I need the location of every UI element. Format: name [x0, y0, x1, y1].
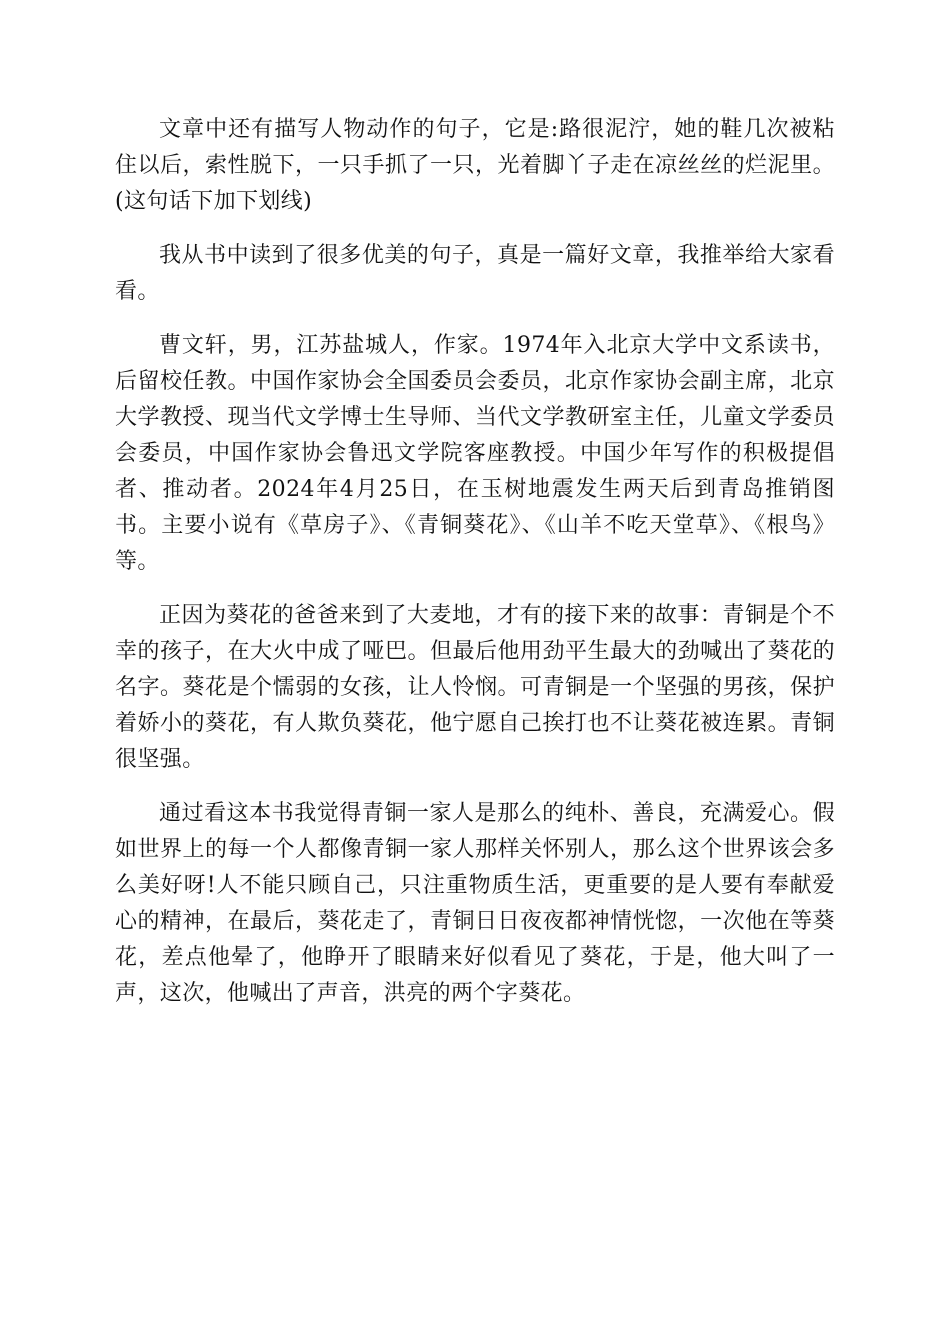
paragraph-reflection: 通过看这本书我觉得青铜一家人是那么的纯朴、善良，充满爱心。假如世界上的每一个人都像青铜一家人那样关怀别人，那么这个世界该会多么美好呀!人不能只顾自己，只注重物质生活，更重要的是人要有奉献爱心的精神，在最后，葵花走了，青铜日日夜夜都神情恍惚，一次他在等葵花，差点他晕了，他睁开了眼睛来好似看见了葵花，于是，他大叫了一声，这次，他喊出了声音，洪亮的两个字葵花。: [115, 801, 835, 1006]
document-body: [115, 112, 835, 1030]
paragraph-story-summary: 正因为葵花的爸爸来到了大麦地，才有的接下来的故事：青铜是个不幸的孩子，在大火中成了哑巴。但最后他用劲平生最大的劲喊出了葵花的名字。葵花是个懦弱的女孩，让人怜悯。可青铜是一个坚强的男孩，保护着娇小的葵花，有人欺负葵花，他宁愿自己挨打也不让葵花被连累。青铜很坚强。: [115, 603, 835, 772]
paragraph-dialogue-quote: 文章中还有描写人物动作的句子，它是:路很泥泞，她的鞋几次被粘住以后，索性脱下，一只手抓了一只，光着脚丫子走在凉丝丝的烂泥里。(这句话下加下划线): [115, 117, 835, 214]
paragraph-author-bio: 曹文轩，男，江苏盐城人，作家。1974年入北京大学中文系读书，后留校任教。中国作家协会全国委员会委员，北京作家协会副主席，北京大学教授、现当代文学博士生导师、当代文学教研室主任，儿童文学委员会委员，中国作家协会鲁迅文学院客座教授。中国少年写作的积极提倡者、推动者。2024年4月25日，在玉树地震发生两天后到青岛推销图书。主要小说有《草房子》、《青铜葵花》、《山羊不吃天堂草》、《根鸟》等。: [115, 333, 835, 574]
paragraph-recommendation: 我从书中读到了很多优美的句子，真是一篇好文章，我推举给大家看看。: [115, 243, 835, 304]
